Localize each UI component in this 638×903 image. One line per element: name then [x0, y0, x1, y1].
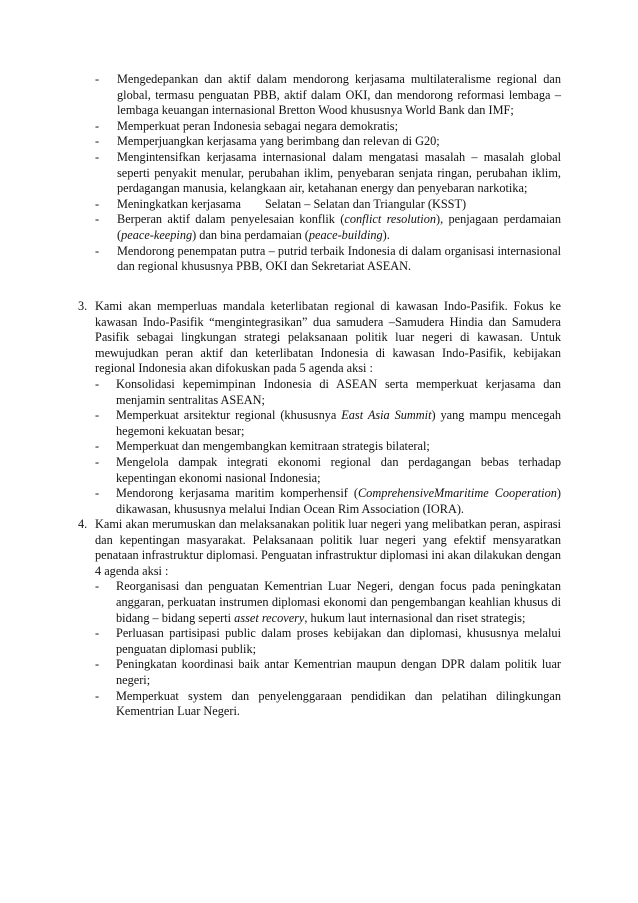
section-number: 3. [78, 299, 88, 313]
bullet-dash: - [95, 212, 100, 227]
list-item: - Memperjuangkan kerjasama yang berimbang dan relevan di G20; [95, 134, 440, 149]
bullet-dash: - [95, 72, 100, 86]
list-item: - Konsolidasi kepemimpinan Indonesia di ASEAN serta memperkuat kerjasama dan menjamin sentralitas ASEAN; [95, 376, 561, 407]
section-intro: Kami akan merumuskan dan melaksanakan politik luar negeri yang melibatkan peran, aspirasi dan kepentingan masyarakat. Pelaksanaan politik luar negeri yang efektif mensyaratkan penataan infrastruktur diplomasi. Penguatan infrastruktur diplomasi ini akan dilakukan dengan 4 agenda aksi : [95, 517, 561, 578]
bullet-dash: - [95, 134, 100, 149]
bullet-dash: - [95, 688, 100, 703]
bullet-dash: - [95, 626, 100, 641]
section-4 [78, 517, 561, 720]
bullet-dash: - [95, 149, 100, 164]
section-bullet-list [95, 377, 561, 517]
section-intro: Kami akan memperluas mandala keterlibatan regional di kawasan Indo-Pasifik. Fokus ke kawasan Indo-Pasifik “mengintegrasikan” dua samudera –Samudera Hindia dan Samudera Pasifik sebagai lingkungan strategi pelaksanaan politik luar negeri di kawasan. Untuk mewujudkan peran aktif dan keterlibatan Indonesia di kawasan Indo-Pasifik, kebijakan regional Indonesia akan difokuskan pada 5 agenda aksi : [95, 299, 561, 376]
section-number: 4. [78, 517, 88, 531]
list-item: - Peningkatan koordinasi baik antar Kementrian maupun dengan DPR dalam politik luar negeri; [95, 657, 561, 687]
list-item: - Memperkuat peran Indonesia sebagai negara demokratis; [95, 118, 399, 133]
bullet-dash: - [95, 454, 100, 469]
bullet-dash: - [95, 657, 100, 672]
top-bullet-list [95, 72, 561, 275]
bullet-dash: - [95, 118, 100, 133]
list-item: - Memperkuat dan mengembangkan kemitraan strategis bilateral; [95, 439, 430, 454]
bullet-dash: - [95, 439, 100, 454]
bullet-dash: - [95, 243, 100, 258]
bullet-dash: - [95, 376, 100, 391]
bullet-dash: - [95, 579, 100, 594]
list-item: - Memperkuat arsitektur regional (khususnya East Asia Summit) yang mampu mencegah hegemoni kekuatan besar; [95, 408, 562, 438]
list-item: - Memperkuat system dan penyelenggaraan pendidikan dan pelatihan dilingkungan Kementrian Luar Negeri. [95, 688, 561, 719]
list-item: - Mengintensifkan kerjasama internasional dalam mengatasi masalah – masalah global seperti penyakit menular, perubahan iklim, penyebaran senjata ringan, perubahan iklim, perdagangan manusia, kelangkaan air, ketahanan energy dan penyebaran narkotika; [95, 149, 561, 196]
list-item: - Perluasan partisipasi public dalam proses kebijakan dan diplomasi, khususnya melalui penguatan diplomasi publik; [95, 626, 561, 656]
list-item: - Reorganisasi dan penguatan Kementrian Luar Negeri, dengan focus pada peningkatan anggaran, perkuatan instrumen diplomasi ekonomi dan pengembangan keahlian khusus di bidang – bidang seperti asset recovery, hukum laut internasional dan riset strategis; [95, 579, 561, 625]
list-item: - Mendorong kerjasama maritim komperhensif (ComprehensiveMmaritime Cooperation) dikawasan, khususnya melalui Indian Ocean Rim Association (IORA). [95, 486, 561, 516]
list-item: - Berperan aktif dalam penyelesaian konflik (conflict resolution), penjagaan perdamaian (peace-keeping) dan bina perdamaian (peace-building). [95, 212, 562, 242]
bullet-dash: - [95, 196, 100, 211]
section-bullet-list [95, 579, 561, 719]
list-item: - Mendorong penempatan putra – putrid terbaik Indonesia di dalam organisasi internasional dan regional khususnya PBB, OKI dan Sekretariat ASEAN. [95, 243, 561, 274]
section-3 [78, 299, 561, 517]
list-item: - Mengelola dampak integrati ekonomi regional dan perdagangan bebas terhadap kepentingan ekonomi nasional Indonesia; [95, 454, 561, 485]
section-body [95, 299, 561, 517]
section-body [95, 517, 561, 720]
bullet-dash: - [95, 408, 100, 423]
list-item: - Mengedepankan dan aktif dalam mendorong kerjasama multilateralisme regional dan global, termasu penguatan PBB, aktif dalam OKI, dan mendorong reformasi lembaga – lembaga keuangan internasional Bretton Wood khususnya World Bank dan IMF; [95, 72, 561, 118]
list-item: - Meningkatkan kerjasama Selatan – Selatan dan Triangular (KSST) [95, 196, 467, 211]
bullet-dash: - [95, 486, 100, 501]
